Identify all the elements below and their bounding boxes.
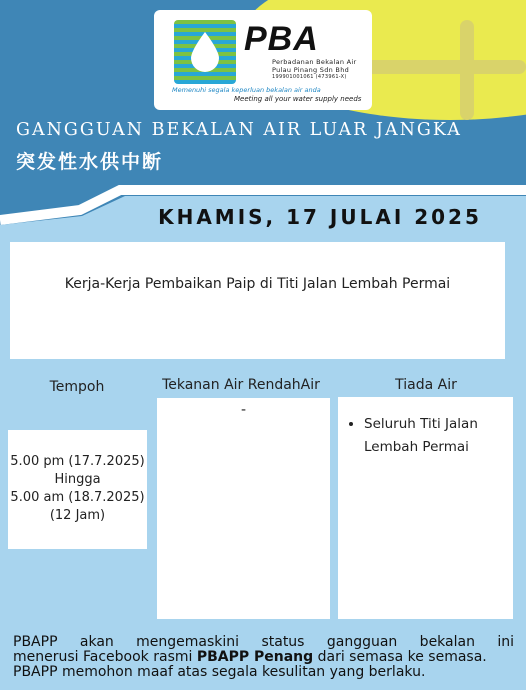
tempoh-start: 5.00 pm (17.7.2025) bbox=[10, 454, 145, 469]
facebook-page-name: PBAPP Penang bbox=[196, 649, 314, 665]
logo-company-location: Pulau Pinang Sdn Bhd bbox=[272, 66, 350, 74]
water-drop-logo-icon bbox=[174, 20, 236, 84]
description-box bbox=[10, 242, 505, 359]
pba-logo bbox=[154, 10, 372, 110]
tempoh-box bbox=[8, 430, 147, 549]
notice-date: KHAMIS, 17 JULAI 2025 bbox=[158, 205, 482, 229]
logo-wordmark: PBA bbox=[244, 20, 319, 58]
tiada-air-heading: Tiada Air bbox=[395, 377, 457, 393]
tekanan-box bbox=[157, 398, 330, 619]
footer-line-2 bbox=[13, 650, 514, 665]
list-item: • Seluruh Titi Jalan Lembah Permai bbox=[364, 413, 513, 459]
headline-chinese: 突发性水供中断 bbox=[16, 151, 164, 173]
footer-line-2-pre: menerusi Facebook rasmi bbox=[13, 649, 197, 665]
tiada-air-box bbox=[338, 397, 513, 619]
footer-line-2-post: dari semasa ke semasa. bbox=[313, 649, 487, 665]
tempoh-duration: (12 Jam) bbox=[49, 508, 106, 523]
logo-tagline-malay: Memenuhi segala keperluan bekalan air anda bbox=[172, 86, 321, 94]
tempoh-end: 5.00 am (18.7.2025) bbox=[10, 490, 145, 505]
footer-line-1: PBAPP akan mengemaskini status gangguan bekalan ini bbox=[13, 634, 514, 650]
footer-note bbox=[13, 635, 514, 680]
logo-company: Perbadanan Bekalan Air bbox=[272, 58, 357, 66]
tempoh-heading: Tempoh bbox=[49, 379, 105, 395]
tempoh-until: Hingga bbox=[54, 472, 101, 487]
tekanan-value: - bbox=[240, 402, 247, 418]
decorative-pipe-vertical bbox=[460, 20, 474, 120]
headline: GANGGUAN BEKALAN AIR LUAR JANGKA bbox=[16, 120, 462, 140]
footer-line-3: PBAPP memohon maaf atas segala kesulitan yang berlaku. bbox=[13, 664, 426, 680]
description-text: Kerja-Kerja Pembaikan Paip di Titi Jalan Lembah Permai bbox=[64, 276, 451, 292]
logo-tagline-english: Meeting all your water supply needs bbox=[234, 95, 362, 103]
tiada-air-list bbox=[350, 413, 513, 459]
tekanan-heading: Tekanan Air RendahAir bbox=[162, 377, 320, 393]
logo-registration: 199901001061 (473961-X) bbox=[272, 74, 347, 80]
